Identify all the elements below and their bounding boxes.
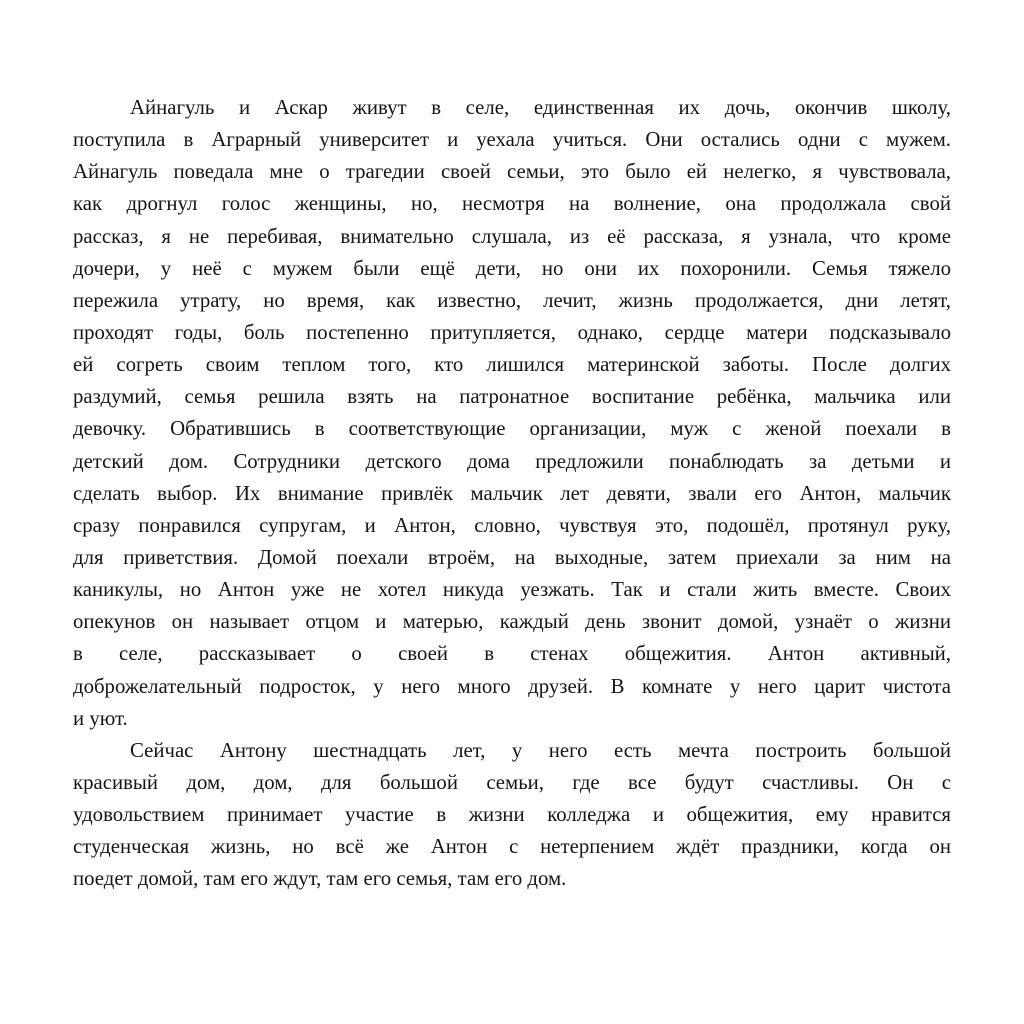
text-line: доброжелательный подросток, у него много друзей. В комнате у него царит чистота [73,674,951,698]
text-line: Сейчас Антону шестнадцать лет, у него есть мечта построить большой [130,738,951,762]
text-line: детский дом. Сотрудники детского дома предложили понаблюдать за детьми и [73,449,951,473]
text-line: дочери, у неё с мужем были ещё дети, но они их похоронили. Семья тяжело [73,256,951,280]
text-line: опекунов он называет отцом и матерью, каждый день звонит домой, узнаёт о жизни [73,610,951,634]
text-line: раздумий, семья решила взять на патронатное воспитание ребёнка, мальчика или [73,385,951,409]
text-line: для приветствия. Домой поехали втроём, на выходные, затем приехали за ним на [73,545,951,569]
text-line: красивый дом, дом, для большой семьи, где все будут счастливы. Он с [73,770,951,794]
text-line: поступила в Аграрный университет и уехала учиться. Они остались одни с мужем. [73,128,951,152]
text-line: и уют. [73,706,128,730]
text-line: как дрогнул голос женщины, но, несмотря на волнение, она продолжала свой [73,192,951,216]
text-line: Айнагуль поведала мне о трагедии своей семьи, это было ей нелегко, я чувствовала, [73,160,951,184]
text-line: проходят годы, боль постепенно притупляется, однако, сердце матери подсказывало [73,320,951,344]
text-line: пережила утрату, но время, как известно, лечит, жизнь продолжается, дни летят, [73,288,951,312]
text-line: девочку. Обратившись в соответствующие организации, муж с женой поехали в [73,417,951,441]
paragraph-1 [73,92,951,735]
text-line: сразу понравился супругам, и Антон, словно, чувствуя это, подошёл, протянул руку, [73,513,951,537]
paragraph-2 [73,735,951,896]
text-line: поедет домой, там его ждут, там его семья, там его дом. [73,867,567,891]
text-line: удовольствием принимает участие в жизни колледжа и общежития, ему нравится [73,803,951,827]
text-line: Айнагуль и Аскар живут в селе, единственная их дочь, окончив школу, [130,96,951,119]
document-body [73,92,951,896]
text-line: сделать выбор. Их внимание привлёк мальчик лет девяти, звали его Антон, мальчик [73,481,951,505]
text-line: в селе, рассказывает о своей в стенах общежития. Антон активный, [73,642,951,666]
text-line: студенческая жизнь, но всё же Антон с нетерпением ждёт праздники, когда он [73,835,951,859]
text-line: каникулы, но Антон уже не хотел никуда уезжать. Так и стали жить вместе. Своих [73,578,951,602]
text-line: рассказ, я не перебивая, внимательно слушала, из её рассказа, я узнала, что кроме [73,224,951,248]
text-line: ей согреть своим теплом того, кто лишился материнской заботы. После долгих [73,353,951,377]
